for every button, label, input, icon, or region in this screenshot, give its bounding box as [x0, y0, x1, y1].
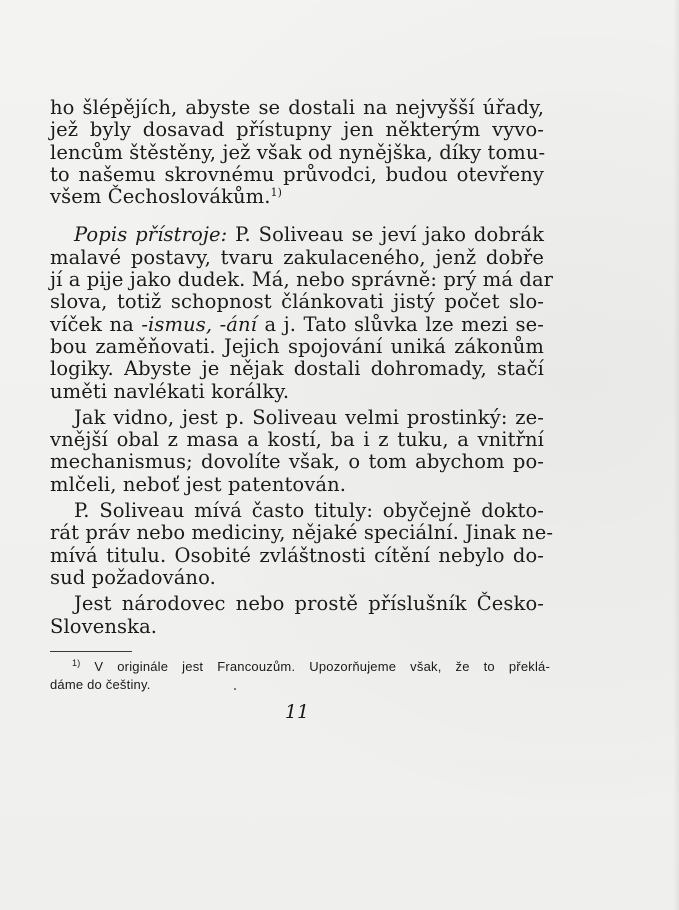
text-line	[50, 186, 544, 208]
text-line: rát práv nebo mediciny, nějaké speciální. Jinak ne-	[50, 521, 554, 545]
text-fragment: a j. Tato slůvka lze mezi se-	[264, 312, 544, 336]
text-line: sud požadováno.	[50, 565, 216, 589]
footnote-text: V originále jest Francouzům. Upozorňujeme však, že to překlá-	[80, 659, 550, 674]
text-line: mlčeli, neboť jest patentován.	[50, 472, 347, 496]
paragraph-3	[50, 407, 544, 496]
paragraph-2	[50, 223, 554, 403]
text-line	[50, 314, 544, 336]
paragraph-1	[50, 97, 544, 208]
text-line: mechanismus; dovolíte však, o tom abychom po-	[50, 450, 544, 474]
text-fragment: všem Čechoslovákům.	[50, 185, 271, 209]
text-line: uměti navlékati korálky.	[50, 379, 290, 403]
main-text	[50, 96, 554, 638]
section-lead: Popis přístroje:	[74, 223, 228, 247]
footnote-line: dáme do češtiny.	[50, 677, 151, 692]
text-line: ho šlépějích, abyste se dostali na nejvyšší úřady,	[50, 96, 544, 119]
paragraph-4	[50, 499, 554, 589]
footnote	[50, 658, 550, 694]
text-line: P. Soliveau mívá často tituly: obyčejně dokto-	[74, 499, 544, 523]
text-line	[50, 224, 544, 246]
text-line: Jest národovec nebo prostě příslušník Česko-	[74, 592, 544, 616]
text-line: Jak vidno, jest p. Soliveau velmi prostinký: ze-	[74, 405, 544, 429]
paragraph-gap	[50, 208, 544, 224]
text-line: lencům štěstěny, jež však od nynějška, díky tomu-	[50, 140, 546, 164]
text-line: mívá titulu. Osobité zvláštnosti cítění nebylo do-	[50, 543, 544, 567]
page-edge-shadow	[673, 0, 679, 910]
text-line: logiky. Abyste je nějak dostali dohromady, stačí	[50, 357, 544, 381]
footnote-divider	[50, 651, 132, 652]
text-fragment: víček na	[50, 312, 134, 336]
paragraph-5	[50, 593, 544, 638]
text-line: slova, totiž schopnost článkovati jistý počet slo-	[50, 290, 544, 314]
text-fragment: P. Soliveau se jeví jako dobrák	[227, 223, 545, 247]
text-line: malavé postavy, tvaru zakulaceného, jenž dobře	[50, 245, 544, 269]
text-line: jež byly dosavad přístupny jen některým vyvo-	[50, 118, 544, 142]
text-line: Slovenska.	[50, 614, 158, 638]
text-line: to našemu skrovnému průvodci, budou otevřeny	[50, 162, 544, 186]
footnote-line	[50, 658, 550, 676]
text-line: vnější obal z masa a kostí, ba i z tuku, a vnitřní	[50, 428, 544, 452]
page-number: 11	[284, 701, 310, 723]
footnote-reference: 1)	[270, 186, 283, 200]
text-line: bou zaměňovati. Jejich spojování uniká zákonům	[50, 334, 544, 358]
text-line: jí a pije jako dudek. Má, nebo správně: prý má dar	[50, 268, 554, 292]
footnote-marker: 1)	[72, 658, 81, 668]
italic-suffixes: -ismus, -ání	[141, 312, 257, 336]
